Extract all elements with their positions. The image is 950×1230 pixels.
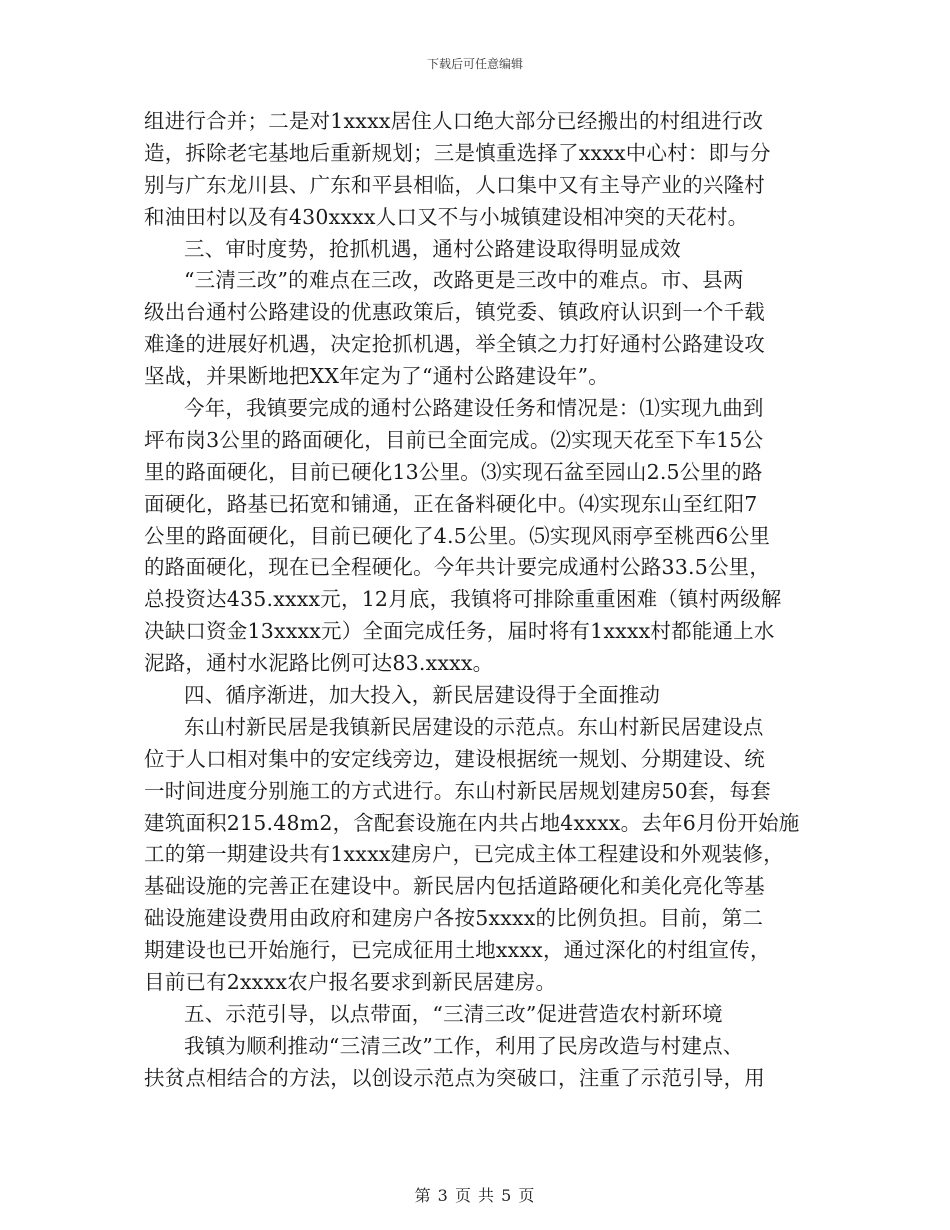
header-note: 下载后可任意编辑 — [426, 57, 523, 71]
text-line: 总投资达435.xxxx元，12月底，我镇将可排除重重困难（镇村两级解 — [144, 587, 782, 612]
text-line: 工的第一期建设共有1xxxx建房户，已完成主体工程建设和外观装修， — [144, 842, 784, 867]
text-line: 面硬化，路基已拓宽和铺通，正在备料硬化中。⑷实现东山至红阳7 — [144, 491, 758, 516]
body-text — [144, 106, 804, 1095]
text-line: 坚战，并果断地把XX年定为了“通村公路建设年”。 — [144, 364, 609, 389]
text-line: 和油田村以及有430xxxx人口又不与小城镇建设相冲突的天花村。 — [144, 204, 749, 229]
text-line: 四、循序渐进，加大投入，新民居建设得于全面推动 — [184, 683, 661, 708]
text-line: 基础设施的完善正在建设中。新民居内包括道路硬化和美化亮化等基 — [144, 874, 765, 899]
text-line: 位于人口相对集中的安定线旁边，建设根据统一规划、分期建设、统 — [144, 746, 765, 771]
text-line: 里的路面硬化，目前已硬化13公里。⑶实现石盆至园山2.5公里的路 — [144, 459, 763, 484]
text-line: 五、示范引导，以点带面，“三清三改”促进营造农村新环境 — [184, 1001, 723, 1026]
text-line: 建筑面积215.48m2，含配套设施在内共占地4xxxx。去年6月份开始施 — [144, 810, 800, 835]
text-line: 造，拆除老宅基地后重新规划；三是慎重选择了xxxx中心村：即与分 — [144, 140, 771, 165]
text-line: 我镇为顺利推动“三清三改”工作，利用了民房改造与村建点、 — [184, 1033, 744, 1058]
text-line: “三清三改”的难点在三改，改路更是三改中的难点。市、县两 — [184, 268, 744, 293]
text-line: 公里的路面硬化，目前已硬化了4.5公里。⑸实现风雨亭至桃西6公里 — [144, 523, 771, 548]
text-line: 三、审时度势，抢抓机遇，通村公路建设取得明显成效 — [184, 236, 681, 261]
text-line: 坪布岗3公里的路面硬化，目前已全面完成。⑵实现天花至下车15公 — [144, 427, 764, 452]
text-line: 级出台通村公路建设的优惠政策后，镇党委、镇政府认识到一个千载 — [144, 300, 765, 325]
text-line: 的路面硬化，现在已全程硬化。今年共计要完成通村公路33.5公里， — [144, 555, 771, 580]
text-line: 难逢的进展好机遇，决定抢抓机遇，举全镇之力打好通村公路建设攻 — [144, 332, 765, 357]
text-line: 期建设也已开始施行，已完成征用土地xxxx，通过深化的村组宣传， — [144, 938, 771, 963]
text-line: 泥路，通村水泥路比例可达83.xxxx。 — [144, 651, 494, 676]
text-line: 今年，我镇要完成的通村公路建设任务和情况是：⑴实现九曲到 — [184, 396, 764, 421]
text-line: 决缺口资金13xxxx元）全面完成任务，届时将有1xxxx村都能通上水 — [144, 619, 775, 644]
text-line: 东山村新民居是我镇新民居建设的示范点。东山村新民居建设点 — [184, 714, 764, 739]
text-line: 组进行合并；二是对1xxxx居住人口绝大部分已经搬出的村组进行改 — [144, 109, 764, 133]
text-line: 扶贫点相结合的方法，以创设示范点为突破口，注重了示范引导，用 — [144, 1065, 765, 1090]
text-line: 目前已有2xxxx农户报名要求到新民居建房。 — [144, 970, 557, 995]
page-footer: 第 3 页 共 5 页 — [414, 1186, 536, 1205]
text-line: 别与广东龙川县、广东和平县相临，人口集中又有主导产业的兴隆村 — [144, 172, 765, 197]
text-line: 础设施建设费用由政府和建房户各按5xxxx的比例负担。目前，第二 — [144, 906, 764, 931]
text-line: 一时间进度分别施工的方式进行。东山村新民居规划建房50套，每套 — [144, 778, 771, 803]
